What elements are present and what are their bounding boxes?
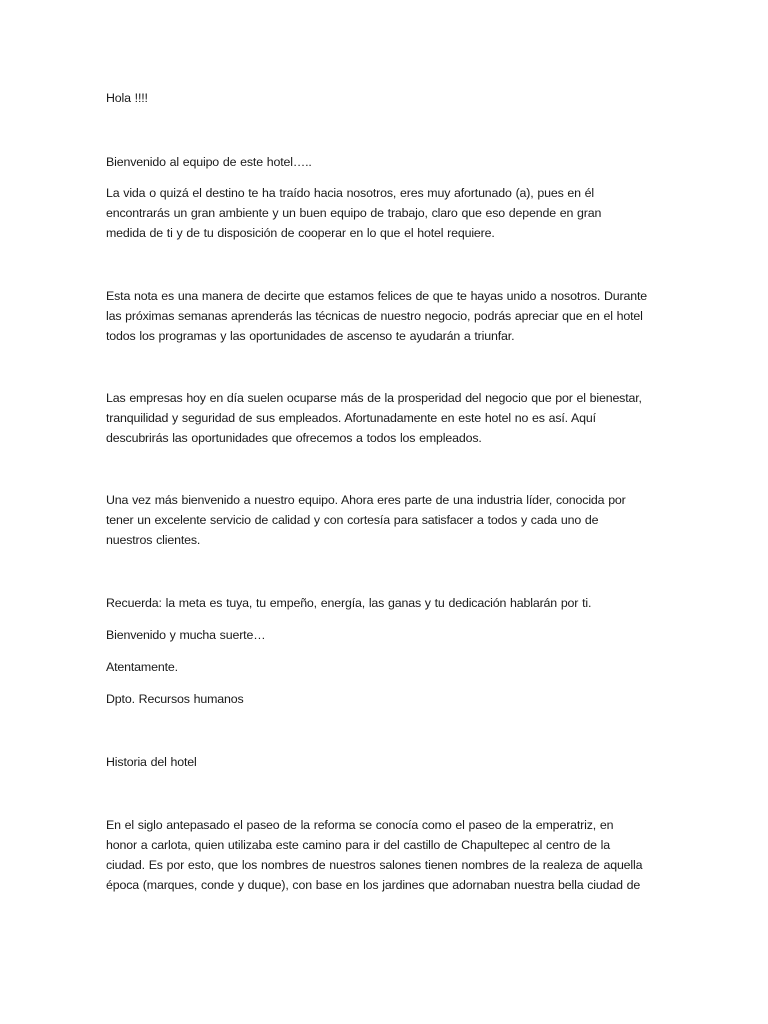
document-page: [106, 0, 662, 1024]
reminder-line: [106, 593, 662, 613]
text-line: descubrirás las oportunidades que ofrecemos a todos los empleados.: [106, 431, 482, 445]
text-line: ciudad. Es por esto, que los nombres de nuestros salones tienen nombres de la realeza de aquella: [106, 858, 643, 872]
farewell-line: [106, 625, 662, 645]
farewell-text: Bienvenido y mucha suerte…: [106, 628, 266, 642]
text-line: tranquilidad y seguridad de sus empleados. Afortunadamente en este hotel no es así. Aquí: [106, 411, 596, 425]
text-line: Esta nota es una manera de decirte que estamos felices de que te hayas unido a nosotros. Durante: [106, 289, 648, 303]
intro-paragraph: [106, 183, 662, 243]
closing-line: [106, 657, 662, 677]
text-line: En el siglo antepasado el paseo de la reforma se conocía como el paseo de la emperatriz, en: [106, 818, 614, 832]
text-line: medida de ti y de tu disposición de cooperar en lo que el hotel requiere.: [106, 226, 495, 240]
welcome-line: [106, 152, 662, 172]
text-line: Las empresas hoy en día suelen ocuparse más de la prosperidad del negocio que por el bienestar,: [106, 391, 642, 405]
closing-text: Atentamente.: [106, 660, 178, 674]
welcome-note-paragraph: [106, 286, 662, 346]
text-line: las próximas semanas aprenderás las técnicas de nuestro negocio, podrás apreciar que en el hotel: [106, 309, 643, 323]
text-line: Una vez más bienvenido a nuestro equipo. Ahora eres parte de una industria líder, conocida por: [106, 493, 626, 507]
text-line: nuestros clientes.: [106, 533, 201, 547]
greeting: [106, 88, 662, 108]
team-paragraph: [106, 490, 662, 550]
history-heading-text: Historia del hotel: [106, 755, 197, 769]
text-line: época (marques, conde y duque), con base en los jardines que adornaban nuestra bella ciudad de: [106, 878, 641, 892]
text-line: tener un excelente servicio de calidad y con cortesía para satisfacer a todos y cada uno de: [106, 513, 599, 527]
welcome-text: Bienvenido al equipo de este hotel…..: [106, 155, 312, 169]
signature-line: [106, 689, 662, 709]
text-line: encontrarás un gran ambiente y un buen equipo de trabajo, claro que eso depende en gran: [106, 206, 602, 220]
greeting-line: Hola !!!!: [106, 91, 148, 105]
reminder-text: Recuerda: la meta es tuya, tu empeño, energía, las ganas y tu dedicación hablarán por ti.: [106, 596, 592, 610]
signature-text: Dpto. Recursos humanos: [106, 692, 244, 706]
history-heading: [106, 752, 662, 772]
text-line: todos los programas y las oportunidades de ascenso te ayudarán a triunfar.: [106, 329, 515, 343]
companies-paragraph: [106, 388, 662, 448]
text-line: honor a carlota, quien utilizaba este camino para ir del castillo de Chapultepec al centro de la: [106, 838, 610, 852]
history-paragraph: [106, 815, 662, 895]
text-line: La vida o quizá el destino te ha traído hacia nosotros, eres muy afortunado (a), pues en él: [106, 186, 595, 200]
